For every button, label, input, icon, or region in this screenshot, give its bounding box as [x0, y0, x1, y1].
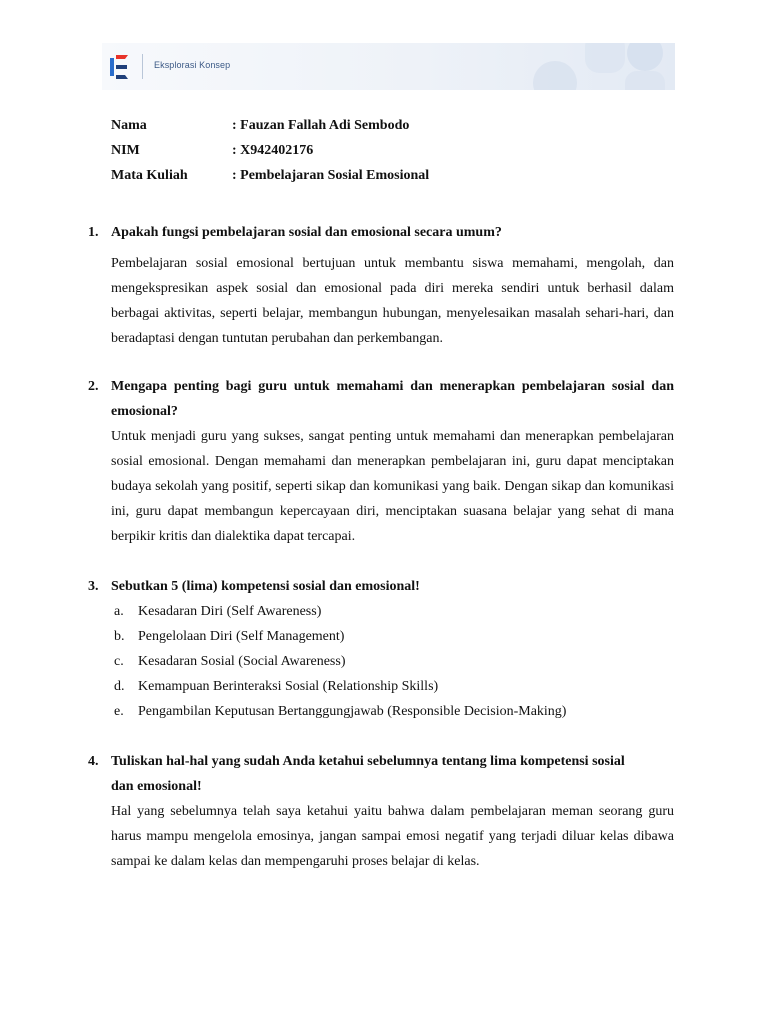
- list-text: Pengambilan Keputusan Bertanggungjawab (Responsible Decision-Making): [138, 704, 567, 719]
- list-text: Pengelolaan Diri (Self Management): [138, 629, 345, 644]
- identity-label: Nama: [111, 117, 147, 133]
- question-3: [88, 574, 674, 724]
- list-text: Kemampuan Berinteraksi Sosial (Relationship Skills): [138, 679, 439, 694]
- identity-row-course: [111, 163, 671, 188]
- answer-text: Pembelajaran sosial emosional bertujuan untuk membantu siswa memahami, mengolah, dan mengekspresikan aspek sosial dan emosional pada diri mereka sendiri untuk berhasil dalam berbagai aktivitas, seperti belajar, membangun hubungan, menyelesaikan masalah sehari-hari, dan beradaptasi dengan tuntutan perubahan dan perkembangan.: [111, 256, 674, 346]
- header-banner: [102, 43, 675, 90]
- question-text-continued: dan emosional!: [111, 779, 202, 794]
- question-text: Apakah fungsi pembelajaran sosial dan emosional secara umum?: [111, 225, 502, 240]
- competency-list: [114, 599, 674, 724]
- list-letter: e.: [114, 704, 124, 719]
- list-text: Kesadaran Sosial (Social Awareness): [138, 654, 346, 669]
- header-divider: [142, 54, 143, 79]
- list-item: [114, 699, 674, 724]
- header-decoration: [515, 43, 675, 90]
- question-heading: [88, 749, 674, 774]
- questions-section: [88, 220, 674, 874]
- logo-icon: [110, 53, 130, 81]
- identity-row-name: [111, 113, 671, 138]
- list-item: [114, 674, 674, 699]
- identity-value: : Pembelajaran Sosial Emosional: [232, 167, 430, 183]
- list-item: [114, 649, 674, 674]
- identity-value: : X942402176: [232, 142, 314, 158]
- question-text: Sebutkan 5 (lima) kompetensi sosial dan emosional!: [111, 579, 420, 594]
- question-heading-continued: [88, 774, 674, 799]
- identity-value: : Fauzan Fallah Adi Sembodo: [232, 117, 410, 133]
- question-heading: [88, 374, 674, 424]
- question-heading: [88, 220, 674, 245]
- answer-text: Untuk menjadi guru yang sukses, sangat penting untuk memahami dan menerapkan pembelajaran sosial emosional. Dengan memahami dan menerapkan pembelajaran ini, guru dapat menciptakan budaya sekolah yang positif, seperti sikap dan komunikasi yang baik. Dengan sikap dan komunikasi ini, guru dapat membangun kepercayaan diri, menciptakan suasana belajar yang sehat di mana berpikir kritis dan dialektika dapat tercapai.: [111, 429, 674, 544]
- question-4: [88, 749, 674, 874]
- question-text: Mengapa penting bagi guru untuk memahami dan menerapkan pembelajaran sosial dan emosional?: [111, 379, 674, 419]
- list-letter: b.: [114, 629, 125, 644]
- question-number: 1.: [88, 225, 99, 240]
- identity-label: Mata Kuliah: [111, 167, 188, 183]
- question-1: [88, 220, 674, 351]
- identity-block: [111, 113, 671, 188]
- question-2: [88, 374, 674, 549]
- list-letter: c.: [114, 654, 124, 669]
- list-item: [114, 599, 674, 624]
- question-number: 4.: [88, 754, 99, 769]
- list-letter: a.: [114, 604, 124, 619]
- answer-text: Hal yang sebelumnya telah saya ketahui yaitu bahwa dalam pembelajaran meman seorang guru harus mampu mengelola emosinya, jangan sampai emosi negatif yang terjadi diluar kelas dibawa sampai ke dalam kelas dan mempengaruhi proses belajar di kelas.: [111, 804, 674, 869]
- question-heading: [88, 574, 674, 599]
- list-item: [114, 624, 674, 649]
- question-text: Tuliskan hal-hal yang sudah Anda ketahui sebelumnya tentang lima kompetensi sosial: [111, 754, 625, 769]
- question-number: 3.: [88, 579, 99, 594]
- identity-row-nim: [111, 138, 671, 163]
- list-text: Kesadaran Diri (Self Awareness): [138, 604, 322, 619]
- header-title: Eksplorasi Konsep: [154, 60, 231, 70]
- identity-label: NIM: [111, 142, 140, 158]
- question-number-spacer: [88, 774, 111, 799]
- question-number: 2.: [88, 379, 99, 394]
- list-letter: d.: [114, 679, 125, 694]
